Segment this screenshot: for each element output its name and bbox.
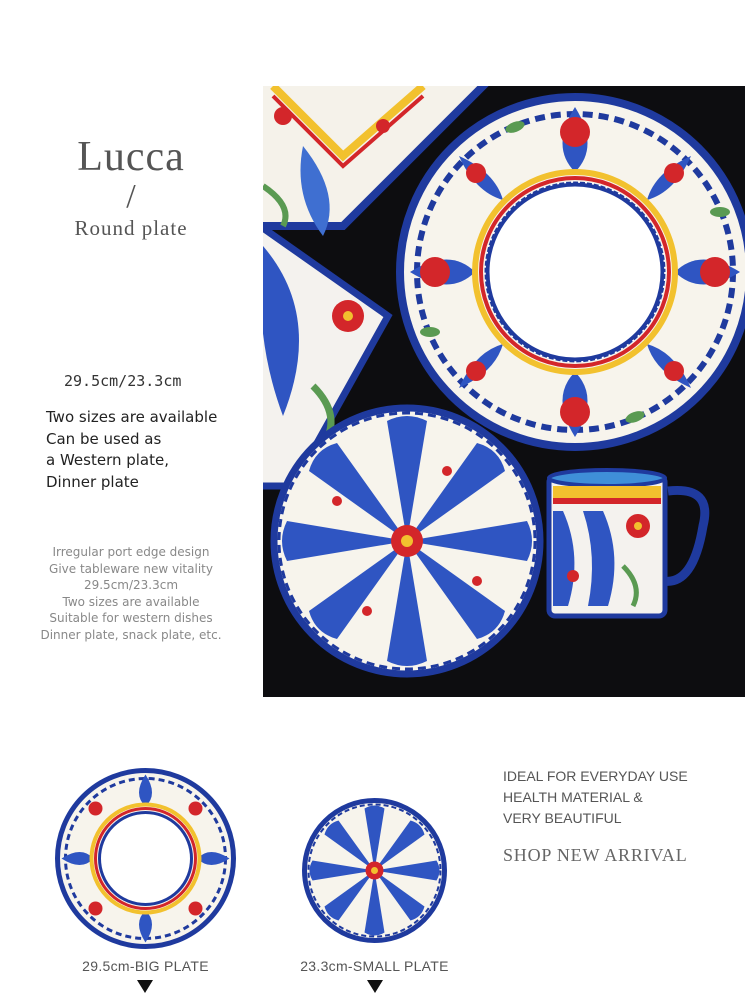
product-photo — [263, 86, 745, 697]
description-line: Give tableware new vitality — [49, 561, 213, 576]
big-plate-thumbnail — [54, 767, 237, 950]
description-line: Irregular port edge design — [52, 545, 210, 559]
sizes-line: 29.5cm/23.3cm — [64, 372, 182, 390]
product-subtitle: Round plate — [74, 216, 188, 240]
small-plate-icon — [274, 408, 540, 674]
big-plate-caption: 29.5cm-BIG PLATE — [82, 958, 209, 974]
big-plate-icon — [400, 97, 745, 447]
down-arrow-icon — [367, 980, 383, 993]
tagline-block — [503, 766, 688, 829]
tagline-line: HEALTH MATERIAL & — [503, 789, 643, 805]
description-block — [0, 544, 262, 644]
tagline-line: VERY BEAUTIFUL — [503, 810, 622, 826]
title-separator: / — [126, 178, 136, 215]
description-line: 29.5cm/23.3cm — [83, 578, 179, 593]
description-line: Dinner plate, snack plate, etc. — [40, 627, 222, 642]
product-title: Lucca — [77, 134, 185, 180]
description-line: Suitable for western dishes — [49, 611, 213, 626]
feature-line: Dinner plate — [46, 472, 139, 491]
small-plate-caption: 23.3cm-SMALL PLATE — [300, 958, 449, 974]
down-arrow-icon — [137, 980, 153, 993]
tagline-line: IDEAL FOR EVERYDAY USE — [503, 768, 688, 784]
features-list — [46, 407, 217, 493]
mug-icon — [549, 470, 705, 616]
small-plate-thumbnail — [301, 797, 448, 944]
feature-line: Two sizes are available — [46, 408, 218, 426]
description-line: Two sizes are available — [62, 594, 200, 609]
feature-line: a Western plate, — [46, 451, 170, 469]
feature-line: Can be used as — [46, 429, 162, 448]
tableware-illustration — [263, 86, 745, 697]
shop-new-arrival-link[interactable]: SHOP NEW ARRIVAL — [503, 845, 688, 865]
